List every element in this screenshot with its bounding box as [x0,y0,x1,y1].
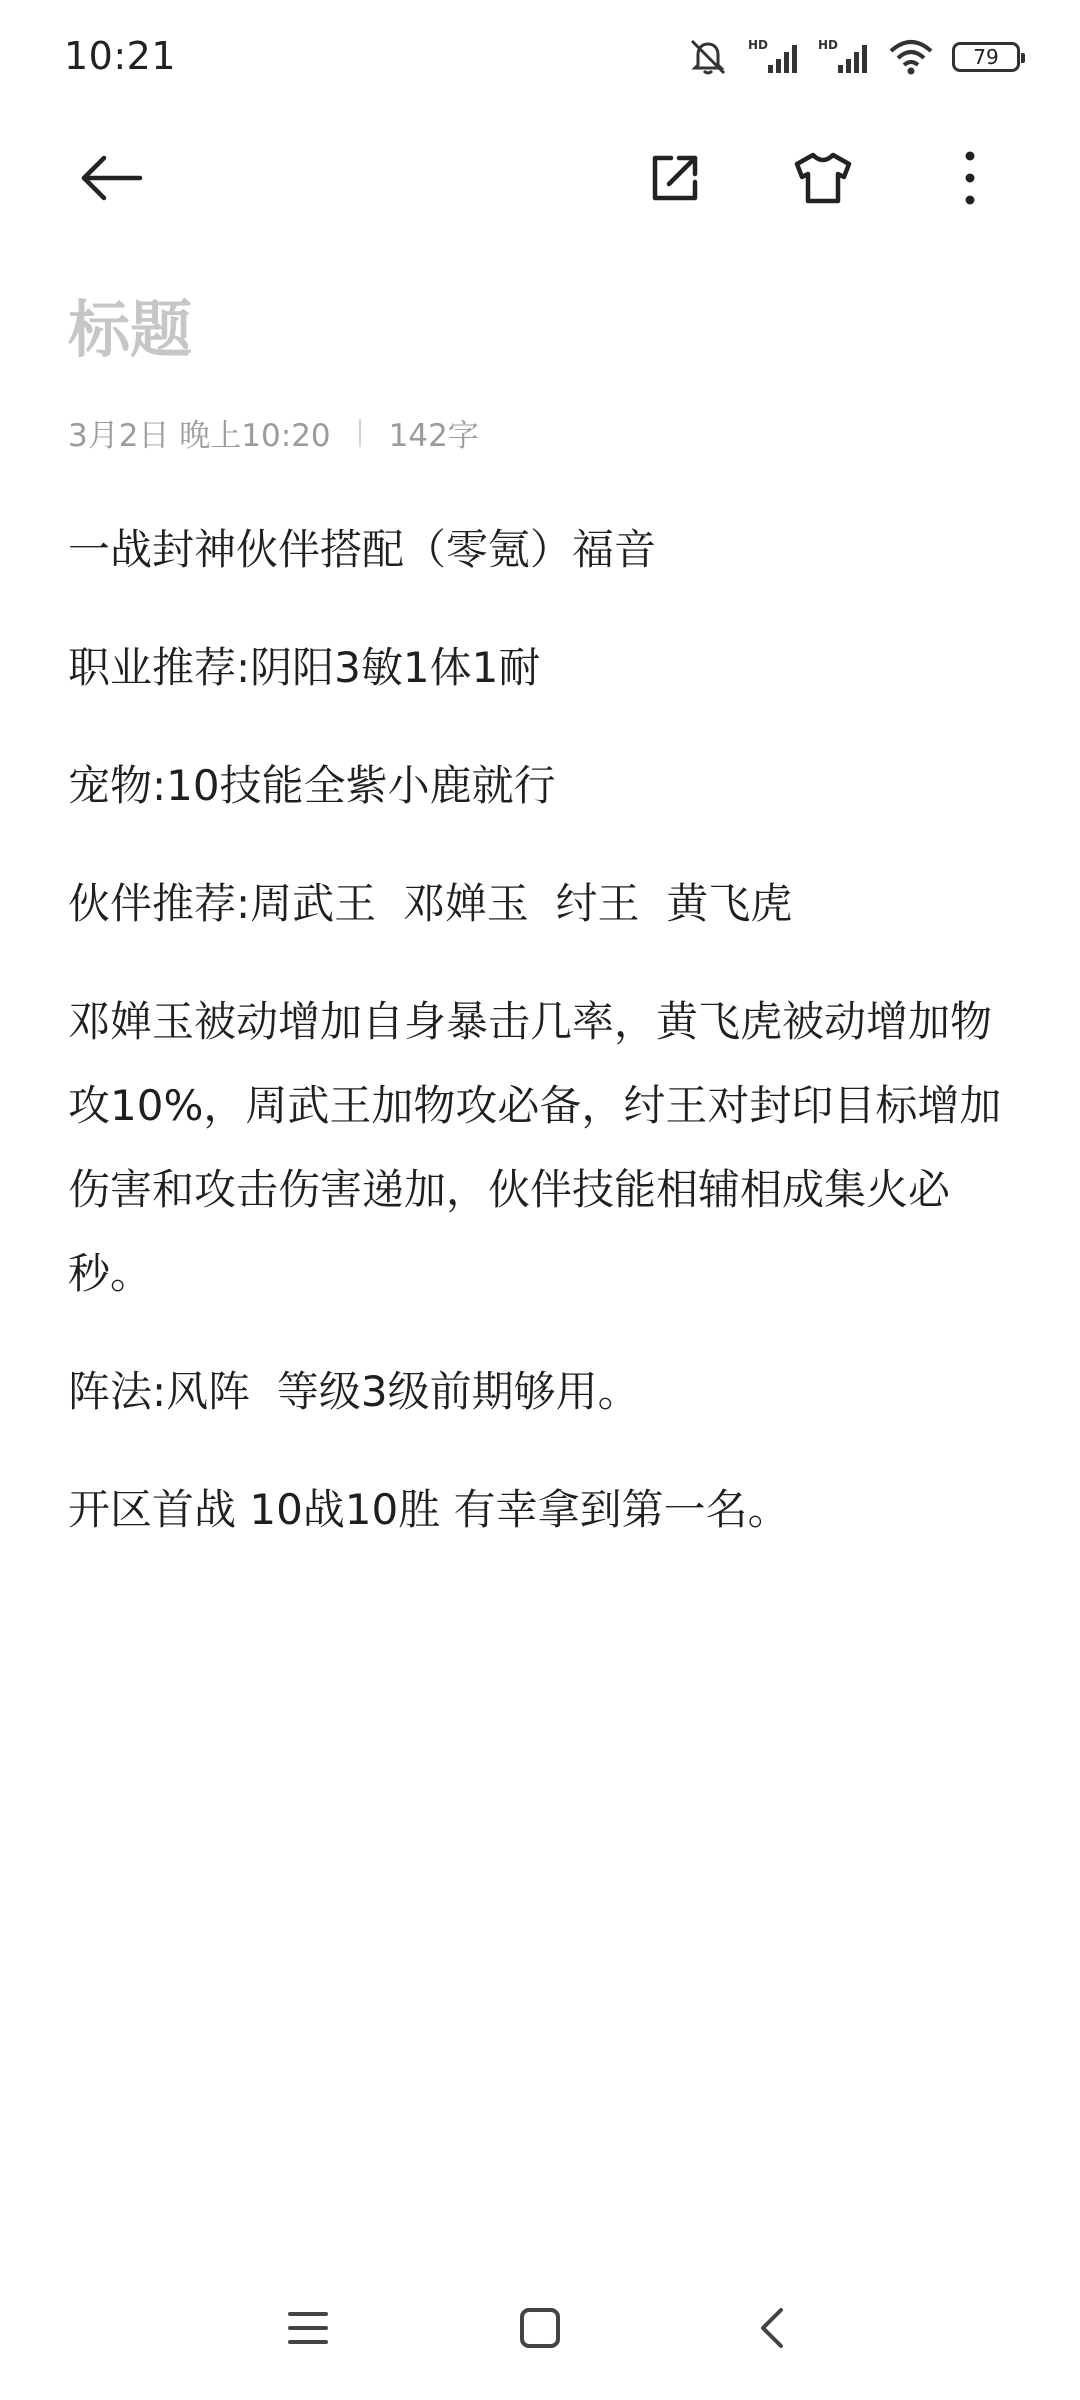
wifi-icon [888,37,934,77]
theme-button[interactable] [778,135,868,225]
svg-text:HD: HD [818,38,839,52]
hd-signal-icon [818,37,870,77]
system-navigation-bar [0,2280,1080,2380]
mute-icon [686,37,730,77]
note-paragraph: 邓婵玉被动增加自身暴击几率，黄飞虎被动增加物攻10%，周武王加物攻必备，纣王对封印目标增加伤害和攻击伤害递加，伙伴技能相辅相成集火必秒。 [68,997,1002,1298]
back-button[interactable] [66,135,156,225]
tshirt-icon [792,150,854,210]
more-options-button[interactable] [925,135,1015,225]
chevron-left-icon [757,2306,787,2354]
note-paragraph: 伙伴推荐:周武王 邓婵玉 纣王 黄飞虎 [68,879,793,928]
system-back-button[interactable] [732,2290,812,2370]
status-icons [686,32,1020,82]
status-bar [0,0,1080,120]
home-button[interactable] [500,2290,580,2370]
menu-icon [286,2308,330,2352]
note-paragraph: 开区首战 10战10胜 有幸拿到第一名。 [68,1485,790,1534]
share-external-icon [647,150,703,210]
note-meta [68,410,479,455]
note-paragraph: 宠物:10技能全紫小鹿就行 [68,761,556,810]
svg-text:HD: HD [748,38,769,52]
note-title-field[interactable]: 标题 [68,293,193,366]
note-word-count: 142字 [388,418,479,454]
note-toolbar [0,130,1080,230]
note-paragraph: 一战封神伙伴搭配（零氪）福音 [68,525,657,574]
recent-apps-button[interactable] [268,2290,348,2370]
note-paragraph: 阵法:风阵 等级3级前期够用。 [68,1367,640,1416]
share-button[interactable] [630,135,720,225]
battery-icon [952,42,1020,72]
status-time: 10:21 [64,34,177,78]
note-date: 3月2日 晚上10:20 [68,418,331,454]
more-vertical-icon [960,150,980,210]
arrow-left-icon [78,153,144,207]
meta-divider [359,419,361,447]
note-body-editor[interactable] [68,508,1008,1586]
note-paragraph: 职业推荐:阴阳3敏1体1耐 [68,643,541,692]
home-square-icon [518,2306,562,2354]
battery-level: 79 [973,45,999,69]
hd-signal-icon [748,37,800,77]
